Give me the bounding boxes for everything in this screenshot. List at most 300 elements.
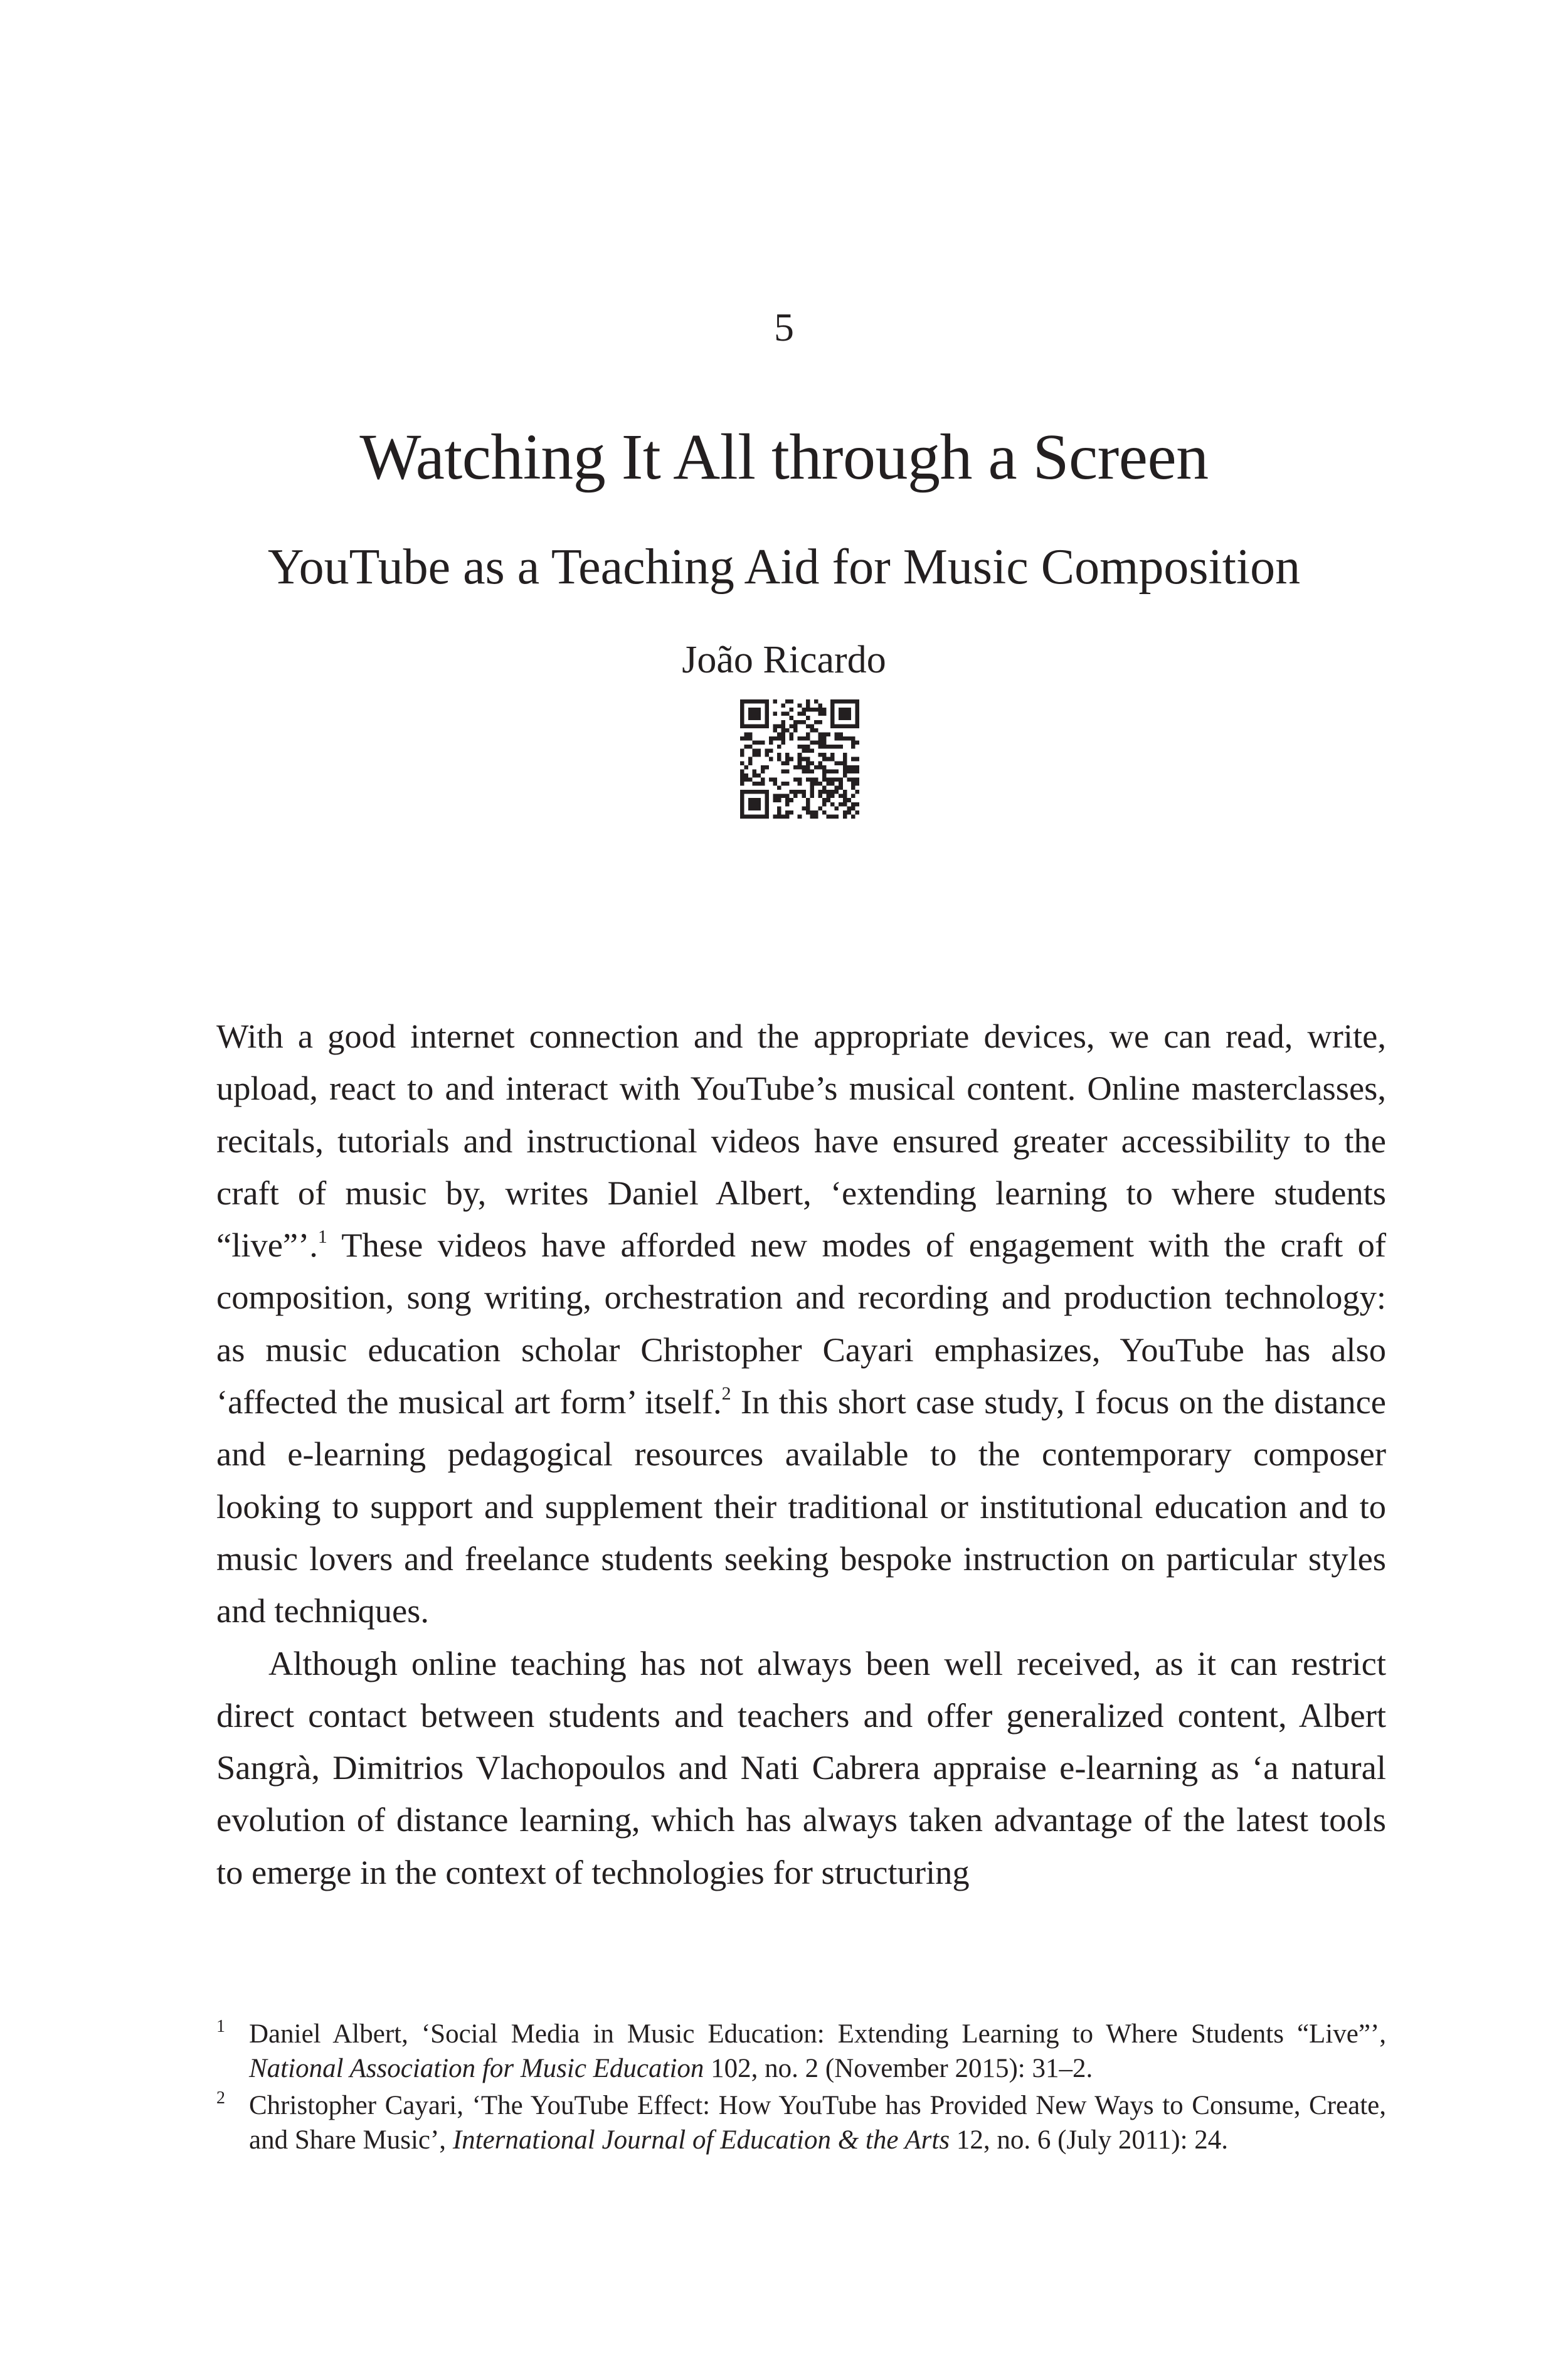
qr-module [785,699,790,704]
qr-module [740,814,744,819]
qr-module [769,741,773,745]
qr-module [839,716,843,720]
qr-module [753,712,757,716]
qr-module [839,761,843,765]
qr-module [839,712,843,716]
qr-module [765,699,769,704]
qr-module [822,773,827,778]
chapter-title: Watching It All through a Screen [359,421,1209,493]
qr-module [830,790,835,794]
qr-module [830,769,835,773]
qr-module [773,782,777,786]
body-text [216,1010,1386,1898]
qr-module [847,736,851,741]
qr-module [793,794,798,799]
paragraph-1-part-a: With a good internet connection and the appropriate devices, we can read, write, upload, react to and interact with YouTube’s musical content. Online masterclasses, recitals, tutorials and instructional videos have ensured greater accessibility to the craft of music by, writes Daniel Albert, ‘extending learning to where students “live”’. [216,1017,1386,1265]
qr-module [814,728,818,733]
qr-module [769,749,773,753]
qr-module [851,782,856,786]
qr-module [785,761,790,765]
qr-module [781,724,786,728]
qr-module [830,704,835,708]
qr-module [777,794,781,799]
qr-module [793,790,798,794]
qr-module [830,757,835,762]
qr-module [855,782,859,786]
qr-module [753,802,757,807]
qr-module [798,765,802,770]
qr-module [806,761,810,765]
qr-module [773,736,777,741]
qr-module [810,810,814,815]
qr-module [765,765,769,770]
qr-module [798,736,802,741]
qr-module [830,794,835,799]
qr-module [818,782,822,786]
qr-module [744,736,749,741]
qr-module [847,716,851,720]
qr-module [761,777,765,782]
qr-module [843,810,847,815]
qr-module [765,704,769,708]
qr-module [810,786,814,790]
qr-module [781,782,786,786]
qr-module [847,810,851,815]
qr-module [756,802,761,807]
qr-module [790,757,794,762]
qr-module [806,802,810,807]
qr-module [781,794,786,799]
qr-module [777,786,781,790]
qr-module [781,728,786,733]
qr-module [777,736,781,741]
qr-module [810,782,814,786]
qr-module [765,716,769,720]
qr-module [765,712,769,716]
qr-module [790,708,794,712]
qr-module [756,798,761,802]
qr-module [855,699,859,704]
qr-module [847,724,851,728]
qr-module [781,814,786,819]
qr-module [814,777,818,782]
qr-module [806,732,810,736]
qr-module [818,741,822,745]
qr-module [855,708,859,712]
qr-module [818,704,822,708]
qr-module [761,814,765,819]
qr-module [843,814,847,819]
qr-module [753,699,757,704]
qr-module [765,802,769,807]
qr-module [793,765,798,770]
qr-module [753,782,757,786]
footnote-1-number: 1 [216,2017,225,2036]
qr-module [781,761,786,765]
qr-module [790,810,794,815]
qr-module [827,798,831,802]
qr-module [814,810,818,815]
qr-module [773,724,777,728]
qr-module [810,769,814,773]
qr-module [847,699,851,704]
footnote-ref-2[interactable]: 2 [721,1383,731,1405]
qr-module [847,798,851,802]
qr-module [761,769,765,773]
qr-module [810,741,814,745]
qr-module [785,794,790,799]
qr-module [769,757,773,762]
qr-module [822,753,827,757]
qr-module [798,704,802,708]
qr-module [818,732,822,736]
qr-code-graphic [740,699,859,819]
qr-module [785,810,790,815]
qr-module [830,777,835,782]
qr-module [822,757,827,762]
qr-module [839,699,843,704]
qr-module [756,716,761,720]
qr-module [830,708,835,712]
qr-module [847,769,851,773]
qr-module [756,773,761,778]
qr-module [806,777,810,782]
paragraph-1-part-c: In this short case study, I focus on the distance and e-learning pedagogical resources available to the contemporary composer looking to support and supplement their traditional or institutional education and to music lovers and freelance students seeking bespoke instruction on particular styles and techniques. [216,1383,1386,1630]
qr-module [822,708,827,712]
qr-module [839,708,843,712]
qr-module [855,802,859,807]
qr-module [810,708,814,712]
qr-module [781,741,786,745]
qr-module [806,810,810,815]
qr-module [761,741,765,745]
qr-module [843,736,847,741]
qr-module [798,712,802,716]
qr-module [740,794,744,799]
qr-module [806,765,810,770]
qr-module [822,777,827,782]
qr-module [785,802,790,807]
qr-module [818,736,822,741]
qr-module [851,794,856,799]
qr-module [835,724,839,728]
qr-module [740,806,744,810]
qr-module [765,790,769,794]
qr-module [790,736,794,741]
qr-module [830,712,835,716]
qr-module [781,704,786,708]
qr-module [777,806,781,810]
qr-module [765,806,769,810]
qr-module [818,753,822,757]
qr-module [835,786,839,790]
qr-module [765,810,769,815]
qr-module [814,720,818,725]
qr-module [851,745,856,749]
qr-module [773,798,777,802]
qr-module [851,699,856,704]
qr-module [773,814,777,819]
qr-module [827,790,831,794]
qr-module [810,777,814,782]
qr-module [753,741,757,745]
qr-module [822,786,827,790]
qr-module [843,790,847,794]
qr-module [830,814,835,819]
qr-module [765,720,769,725]
qr-module [822,769,827,773]
qr-module [806,708,810,712]
qr-module [847,765,851,770]
qr-module [785,814,790,819]
qr-module [740,749,744,753]
qr-module [798,720,802,725]
qr-module [827,745,831,749]
qr-module [822,790,827,794]
qr-module [765,814,769,819]
qr-module [777,753,781,757]
qr-module [851,765,856,770]
qr-module [753,773,757,778]
qr-module [855,741,859,745]
qr-module [839,732,843,736]
qr-module [843,802,847,807]
qr-module [740,736,744,741]
qr-module [756,741,761,745]
qr-module [756,814,761,819]
qr-module [855,810,859,815]
qr-module [748,761,753,765]
qr-module [827,782,831,786]
qr-module [818,712,822,716]
qr-module [785,753,790,757]
qr-module [843,708,847,712]
qr-module [822,798,827,802]
qr-module [835,769,839,773]
qr-module [761,765,765,770]
qr-module [855,704,859,708]
qr-module [748,790,753,794]
qr-module [777,732,781,736]
qr-module [827,794,831,799]
qr-module [810,794,814,799]
footnote-2-number: 2 [216,2088,225,2108]
qr-module [765,708,769,712]
qr-module [740,773,744,778]
paragraph-1-part-b: These videos have afforded new modes of engagement with the craft of composition, song writing, orchestration and recording and production technology: as music education scholar Christopher Cayari emphasizes, YouTube has also ‘affected the musical art form’ itself. [216,1226,1386,1421]
qr-module [802,790,806,794]
qr-module [855,712,859,716]
qr-module [798,777,802,782]
qr-module [802,769,806,773]
qr-module [744,724,749,728]
qr-module [740,699,744,704]
qr-module [818,790,822,794]
qr-module [855,716,859,720]
qr-module [761,790,765,794]
qr-module [802,765,806,770]
qr-module [781,769,786,773]
qr-module [740,712,744,716]
qr-module [761,699,765,704]
qr-module [818,761,822,765]
qr-module [830,753,835,757]
qr-module [756,790,761,794]
qr-module [843,724,847,728]
qr-module [806,704,810,708]
qr-module [843,716,847,720]
qr-module [798,757,802,762]
qr-module [769,736,773,741]
qr-module [843,699,847,704]
chapter-subtitle: YouTube as a Teaching Aid for Music Composition [267,539,1301,595]
qr-module [790,699,794,704]
qr-module [827,757,831,762]
qr-module [847,777,851,782]
qr-module [756,753,761,757]
qr-module [740,802,744,807]
qr-module [773,794,777,799]
qr-module [810,749,814,753]
qr-module [806,736,810,741]
qr-module [835,736,839,741]
qr-module [748,724,753,728]
qr-module [818,765,822,770]
qr-module [839,745,843,749]
qr-module [814,814,818,819]
paragraph-2: Although online teaching has not always been well received, as it can restrict direct contact between students and teachers and offer generalized content, Albert Sangrà, Dimitrios Vlachopoulos and Nati Cabrera appraise e-learning as ‘a natural evolution of distance learning, which has always taken advantage of the latest tools to emerge in the context of technologies for structuring [216,1644,1386,1891]
qr-module [806,749,810,753]
qr-module [855,790,859,794]
footnote-1-text-b: 102, no. 2 (November 2015): 31–2. [704,2054,1093,2083]
qr-module [810,728,814,733]
qr-module [843,712,847,716]
qr-module [806,716,810,720]
qr-module [855,724,859,728]
qr-module [773,728,777,733]
qr-module [748,708,753,712]
qr-module [756,712,761,716]
qr-module [818,708,822,712]
qr-module [740,782,744,786]
qr-module [806,699,810,704]
qr-module [822,732,827,736]
qr-module [830,745,835,749]
qr-module [839,777,843,782]
qr-module [793,724,798,728]
qr-module [781,712,786,716]
qr-module [740,724,744,728]
qr-module [753,716,757,720]
qr-module [753,724,757,728]
qr-module [756,806,761,810]
qr-module [827,732,831,736]
qr-code-icon[interactable] [740,699,859,819]
qr-module [785,782,790,786]
qr-module [839,736,843,741]
qr-module [756,724,761,728]
qr-module [830,699,835,704]
qr-module [806,769,810,773]
qr-module [851,736,856,741]
qr-module [839,786,843,790]
qr-module [765,798,769,802]
qr-module [744,773,749,778]
qr-module [753,708,757,712]
qr-module [830,716,835,720]
qr-module [748,712,753,716]
qr-module [839,802,843,807]
qr-module [851,724,856,728]
qr-module [798,761,802,765]
qr-module [843,769,847,773]
qr-module [822,712,827,716]
author-name: João Ricardo [682,639,886,681]
qr-module [855,720,859,725]
qr-module [765,749,769,753]
qr-module [806,806,810,810]
qr-module [847,806,851,810]
footnote-ref-1[interactable]: 1 [317,1226,327,1248]
qr-module [851,806,856,810]
qr-module [785,769,790,773]
qr-module [835,814,839,819]
qr-module [822,802,827,807]
qr-module [843,773,847,778]
qr-module [851,769,856,773]
qr-module [773,712,777,716]
qr-module [744,814,749,819]
qr-module [822,741,827,745]
qr-module [756,782,761,786]
qr-module [773,699,777,704]
qr-module [744,790,749,794]
footnote-1-text-a: Daniel Albert, ‘Social Media in Music Education: Extending Learning to Where Students “Live”’, [249,2019,1386,2049]
qr-module [847,708,851,712]
qr-module [818,806,822,810]
qr-module [765,724,769,728]
qr-module [798,790,802,794]
qr-module [843,757,847,762]
qr-module [851,741,856,745]
qr-module [810,814,814,819]
qr-module [740,753,744,757]
qr-module [793,777,798,782]
qr-module [855,765,859,770]
qr-module [814,765,818,770]
qr-module [753,806,757,810]
qr-module [740,716,744,720]
qr-module [748,777,753,782]
qr-module [777,810,781,815]
qr-module [744,765,749,770]
qr-module [806,724,810,728]
qr-module [753,749,757,753]
qr-module [827,769,831,773]
qr-module [835,732,839,736]
qr-module [847,712,851,716]
qr-module [814,782,818,786]
qr-module [851,802,856,807]
qr-module [839,782,843,786]
qr-module [802,712,806,716]
qr-module [793,720,798,725]
qr-module [777,798,781,802]
qr-module [802,757,806,762]
qr-module [785,728,790,733]
qr-module [806,745,810,749]
qr-module [740,720,744,725]
